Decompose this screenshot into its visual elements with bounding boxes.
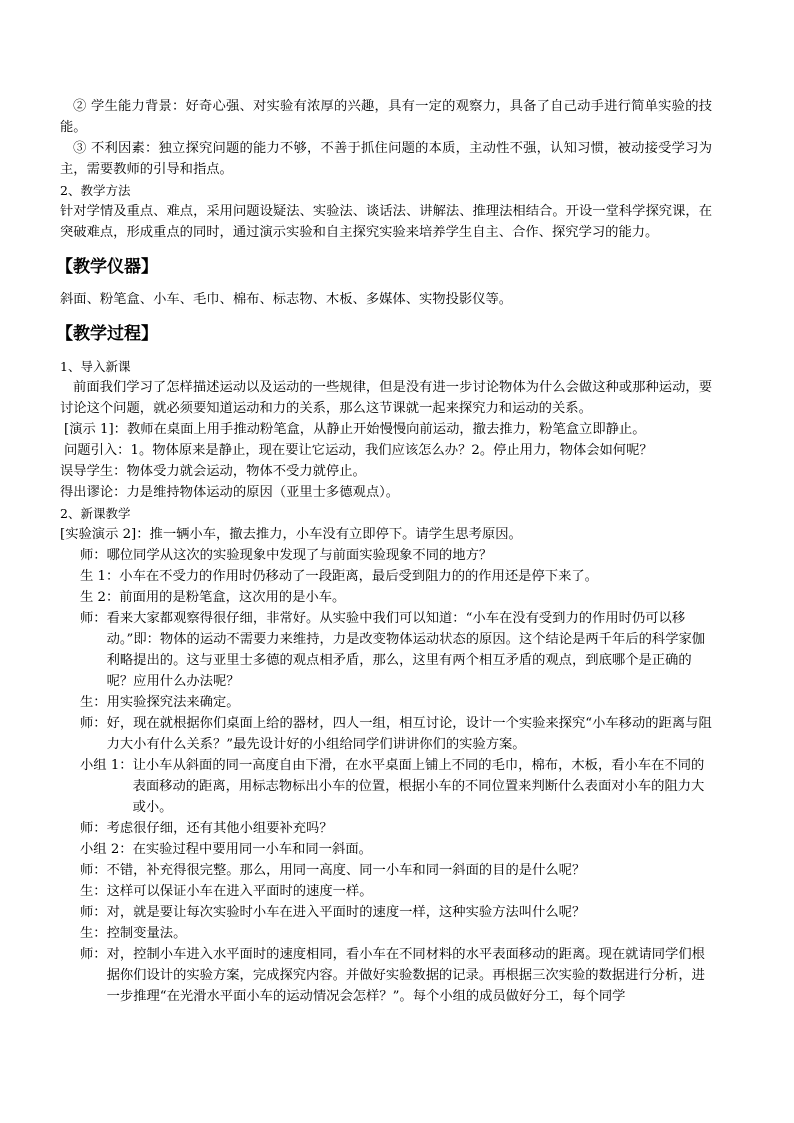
dialogue-text: 控制变量法。 xyxy=(106,926,187,941)
speaker-label: 生： xyxy=(80,926,107,941)
speaker-label: 师： xyxy=(80,611,107,626)
dialogue-text: 好，现在就根据你们桌面上给的器材，四人一组，相互讨论，设计一个实验来探究“小车移动的距离与阻力大小有什么关系？”最先设计好的小组给同学们讲讲你们的实验方案。 xyxy=(106,716,712,752)
dialogue-line xyxy=(60,923,712,944)
unfavorable-factors-paragraph: ③ 不利因素：独立探究问题的能力不够，不善于抓住问题的本质，主动性不强，认知习惯，被动接受学习为主，需要教师的引导和指点。 xyxy=(60,141,712,177)
dialogue-line xyxy=(60,881,712,902)
dialogue-line xyxy=(60,839,712,860)
dialogue-line xyxy=(60,818,712,839)
speaker-label: 师： xyxy=(80,947,107,962)
dialogue-text: 哪位同学从这次的实验现象中发现了与前面实验现象不同的地方？ xyxy=(106,548,493,563)
dialogue-text: 对，控制小车进入水平面时的速度相同，看小车在不同材料的水平表面移动的距离。现在就请同学们根据你们设计的实验方案，完成探究内容。并做好实验数据的记录。再根据三次实验的数据进行分析，进一步推理“在光滑水平面小车的运动情况会怎样？”。每个小组的成员做好分工，每个同学 xyxy=(106,947,705,1004)
intro-paragraph: 前面我们学习了怎样描述运动以及运动的一些规律，但是没有进一步讨论物体为什么会做这种或那种运动，要讨论这个问题，就必须要知道运动和力的关系，那么这节课就一起来探究力和运动的关系。 xyxy=(60,380,712,416)
dialogue-text: 小车在不受力的作用时仍移动了一段距离，最后受到阻力的的作用还是停下来了。 xyxy=(119,569,598,584)
dialogue-text: 对，就是要让每次实验时小车在进入平面时的速度一样，这种实验方法叫什么呢？ xyxy=(106,905,586,920)
question-intro-paragraph: 问题引入：1。物体原来是静止，现在要让它运动，我们应该怎么办？2。停止用力，物体会如何呢？ xyxy=(64,443,653,458)
speaker-label: 生 2： xyxy=(80,590,120,605)
mislead-paragraph: 误导学生：物体受力就会运动，物体不受力就停止。 xyxy=(60,464,366,479)
dialogue-text: 这样可以保证小车在进入平面时的速度一样。 xyxy=(106,884,373,899)
speaker-label: 生： xyxy=(80,884,107,899)
student-ability-paragraph: ② 学生能力背景：好奇心强、对实验有浓厚的兴趣，具有一定的观察力，具备了自己动手进行简单实验的技能。 xyxy=(60,99,712,135)
dialogue-text: 让小车从斜面的同一高度自由下滑，在水平桌面上铺上不同的毛巾，棉布，木板，看小车在不同的表面移动的距离，用标志物标出小车的位置，根据小车的不同位置来判断什么表面对小车的阻力大或小。 xyxy=(132,758,705,815)
dialogue-line xyxy=(60,902,712,923)
demo-1-paragraph: [演示 1]：教师在桌面上用手推动粉笔盒，从静止开始慢慢向前运动，撤去推力，粉笔盒立即静止。 xyxy=(64,422,646,437)
dialogue-line xyxy=(60,944,712,1007)
document-page xyxy=(56,96,712,1007)
teaching-method-paragraph: 针对学情及重点、难点，采用问题设疑法、实验法、谈话法、讲解法、推理法相结合。开设一堂科学探究课，在突破难点，形成重点的同时，通过演示实验和自主探究实验来培养学生自主、合作、探究学习的能力。 xyxy=(60,204,712,240)
dialogue-line xyxy=(60,608,712,692)
dialogue-line xyxy=(60,587,712,608)
dialogue-text: 考虑很仔细，还有其他小组要补充吗？ xyxy=(106,821,333,836)
speaker-label: 师： xyxy=(80,863,107,878)
speaker-label: 生 1： xyxy=(80,569,120,584)
dialogue-text: 用实验探究法来确定。 xyxy=(106,695,240,710)
dialogue-line xyxy=(60,692,712,713)
heading-teaching-instruments: 【教学仪器】 xyxy=(56,257,158,277)
speaker-label: 生： xyxy=(80,695,107,710)
dialogue-line xyxy=(60,566,712,587)
speaker-label: 师： xyxy=(80,548,107,563)
dialogue-text: 看来大家都观察得很仔细，非常好。从实验中我们可以知道：“小车在没有受到力的作用时仍可以移动。”即：物体的运动不需要力来维持，力是改变物体运动状态的原因。这个结论是两千年后的科学家伽利略提出的。这与亚里士多德的观点相矛盾，那么，这里有两个相互矛盾的观点，到底哪个是正确的呢？应用什么办法呢？ xyxy=(106,611,706,689)
speaker-label: 师： xyxy=(80,716,107,731)
instruments-paragraph: 斜面、粉笔盒、小车、毛巾、棉布、标志物、木板、多媒体、实物投影仪等。 xyxy=(60,292,513,307)
dialogue-text: 在实验过程中要用同一小车和同一斜面。 xyxy=(132,842,372,857)
dialogue-text: 前面用的是粉笔盒，这次用的是小车。 xyxy=(119,590,346,605)
dialogue-line xyxy=(60,860,712,881)
speaker-label: 师： xyxy=(80,905,107,920)
fallacy-paragraph: 得出谬论：力是维持物体运动的原因（亚里士多德观点）。 xyxy=(60,485,400,500)
dialogue-line xyxy=(60,713,712,755)
dialogue-line xyxy=(60,755,712,818)
section-intro: 1、导入新课 xyxy=(60,359,131,374)
speaker-label: 师： xyxy=(80,821,107,836)
speaker-label: 小组 1： xyxy=(80,758,133,773)
section-new-lesson: 2、新课教学 xyxy=(60,506,131,521)
section-teaching-method: 2、教学方法 xyxy=(60,183,131,198)
dialogue-text: 不错，补充得很完整。那么，用同一高度、同一小车和同一斜面的目的是什么呢？ xyxy=(106,863,586,878)
heading-teaching-process: 【教学过程】 xyxy=(56,324,158,344)
speaker-label: 小组 2： xyxy=(80,842,133,857)
dialogue-line xyxy=(60,545,712,566)
demo-2-paragraph: [实验演示 2]：推一辆小车，撤去推力，小车没有立即停下。请学生思考原因。 xyxy=(60,527,522,542)
